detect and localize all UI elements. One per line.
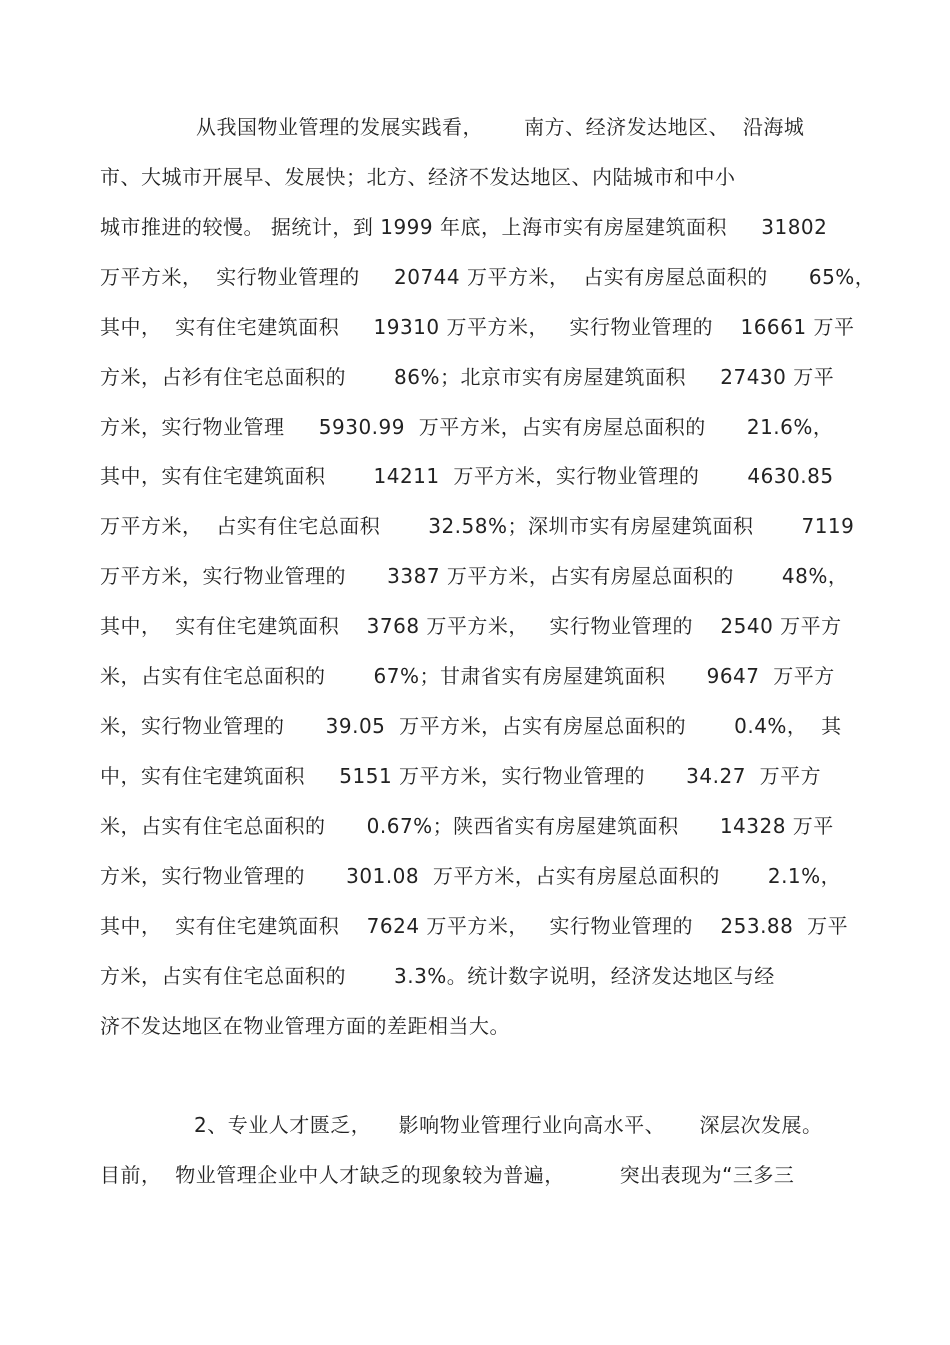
paragraph-1-line-14: 中，实有住宅建筑面积 5151 万平方米，实行物业管理的 34.27 万平方 <box>100 764 822 788</box>
paragraph-1-line-9: 万平方米， 占实有住宅总面积 32.58%；深圳市实有房屋建筑面积 7119 <box>100 514 855 538</box>
paragraph-1-line-17: 其中， 实有住宅建筑面积 7624 万平方米， 实行物业管理的 253.88 万平 <box>100 914 849 938</box>
paragraph-1-line-4: 万平方米， 实行物业管理的 20744 万平方米， 占实有房屋总面积的 65%， <box>100 265 876 289</box>
paragraph-1-line-19: 济不发达地区在物业管理方面的差距相当大。 <box>100 1014 510 1038</box>
paragraph-1-line-7: 方米，实行物业管理 5930.99 万平方米，占实有房屋总面积的 21.6%， <box>100 415 834 439</box>
paragraph-1-line-10: 万平方米，实行物业管理的 3387 万平方米，占实有房屋总面积的 48%， <box>100 564 849 588</box>
paragraph-1-line-5: 其中， 实有住宅建筑面积 19310 万平方米， 实行物业管理的 16661 万平 <box>100 315 855 339</box>
paragraph-1-line-3: 城市推进的较慢。 据统计，到 1999 年底，上海市实有房屋建筑面积 31802 <box>100 215 828 239</box>
paragraph-1-line-6: 方米，占衫有住宅总面积的 86%；北京市实有房屋建筑面积 27430 万平 <box>100 365 835 389</box>
paragraph-1-line-2: 市、大城市开展早、发展快；北方、经济不发达地区、内陆城市和中小 <box>100 165 736 189</box>
paragraph-1-line-15: 米，占实有住宅总面积的 0.67%；陕西省实有房屋建筑面积 14328 万平 <box>100 814 834 838</box>
paragraph-2-line-1: 2、专业人才匮乏， 影响物业管理行业向高水平、 深层次发展。 <box>194 1113 823 1137</box>
paragraph-1-line-8: 其中，实有住宅建筑面积 14211 万平方米，实行物业管理的 4630.85 <box>100 464 834 488</box>
paragraph-1-line-18: 方米，占实有住宅总面积的 3.3%。统计数字说明，经济发达地区与经 <box>100 964 775 988</box>
paragraph-1-line-11: 其中， 实有住宅建筑面积 3768 万平方米， 实行物业管理的 2540 万平方 <box>100 614 842 638</box>
paragraph-1-line-16: 方米，实行物业管理的 301.08 万平方米，占实有房屋总面积的 2.1%， <box>100 864 842 888</box>
paragraph-1-line-1: 从我国物业管理的发展实践看， 南方、经济发达地区、 沿海城 <box>196 115 805 139</box>
paragraph-1-line-12: 米，占实有住宅总面积的 67%；甘肃省实有房屋建筑面积 9647 万平方 <box>100 664 835 688</box>
paragraph-2-line-2: 目前， 物业管理企业中人才缺乏的现象较为普遍， 突出表现为“三多三 <box>100 1163 795 1187</box>
paragraph-1-line-13: 米，实行物业管理的 39.05 万平方米，占实有房屋总面积的 0.4%， 其 <box>100 714 842 738</box>
